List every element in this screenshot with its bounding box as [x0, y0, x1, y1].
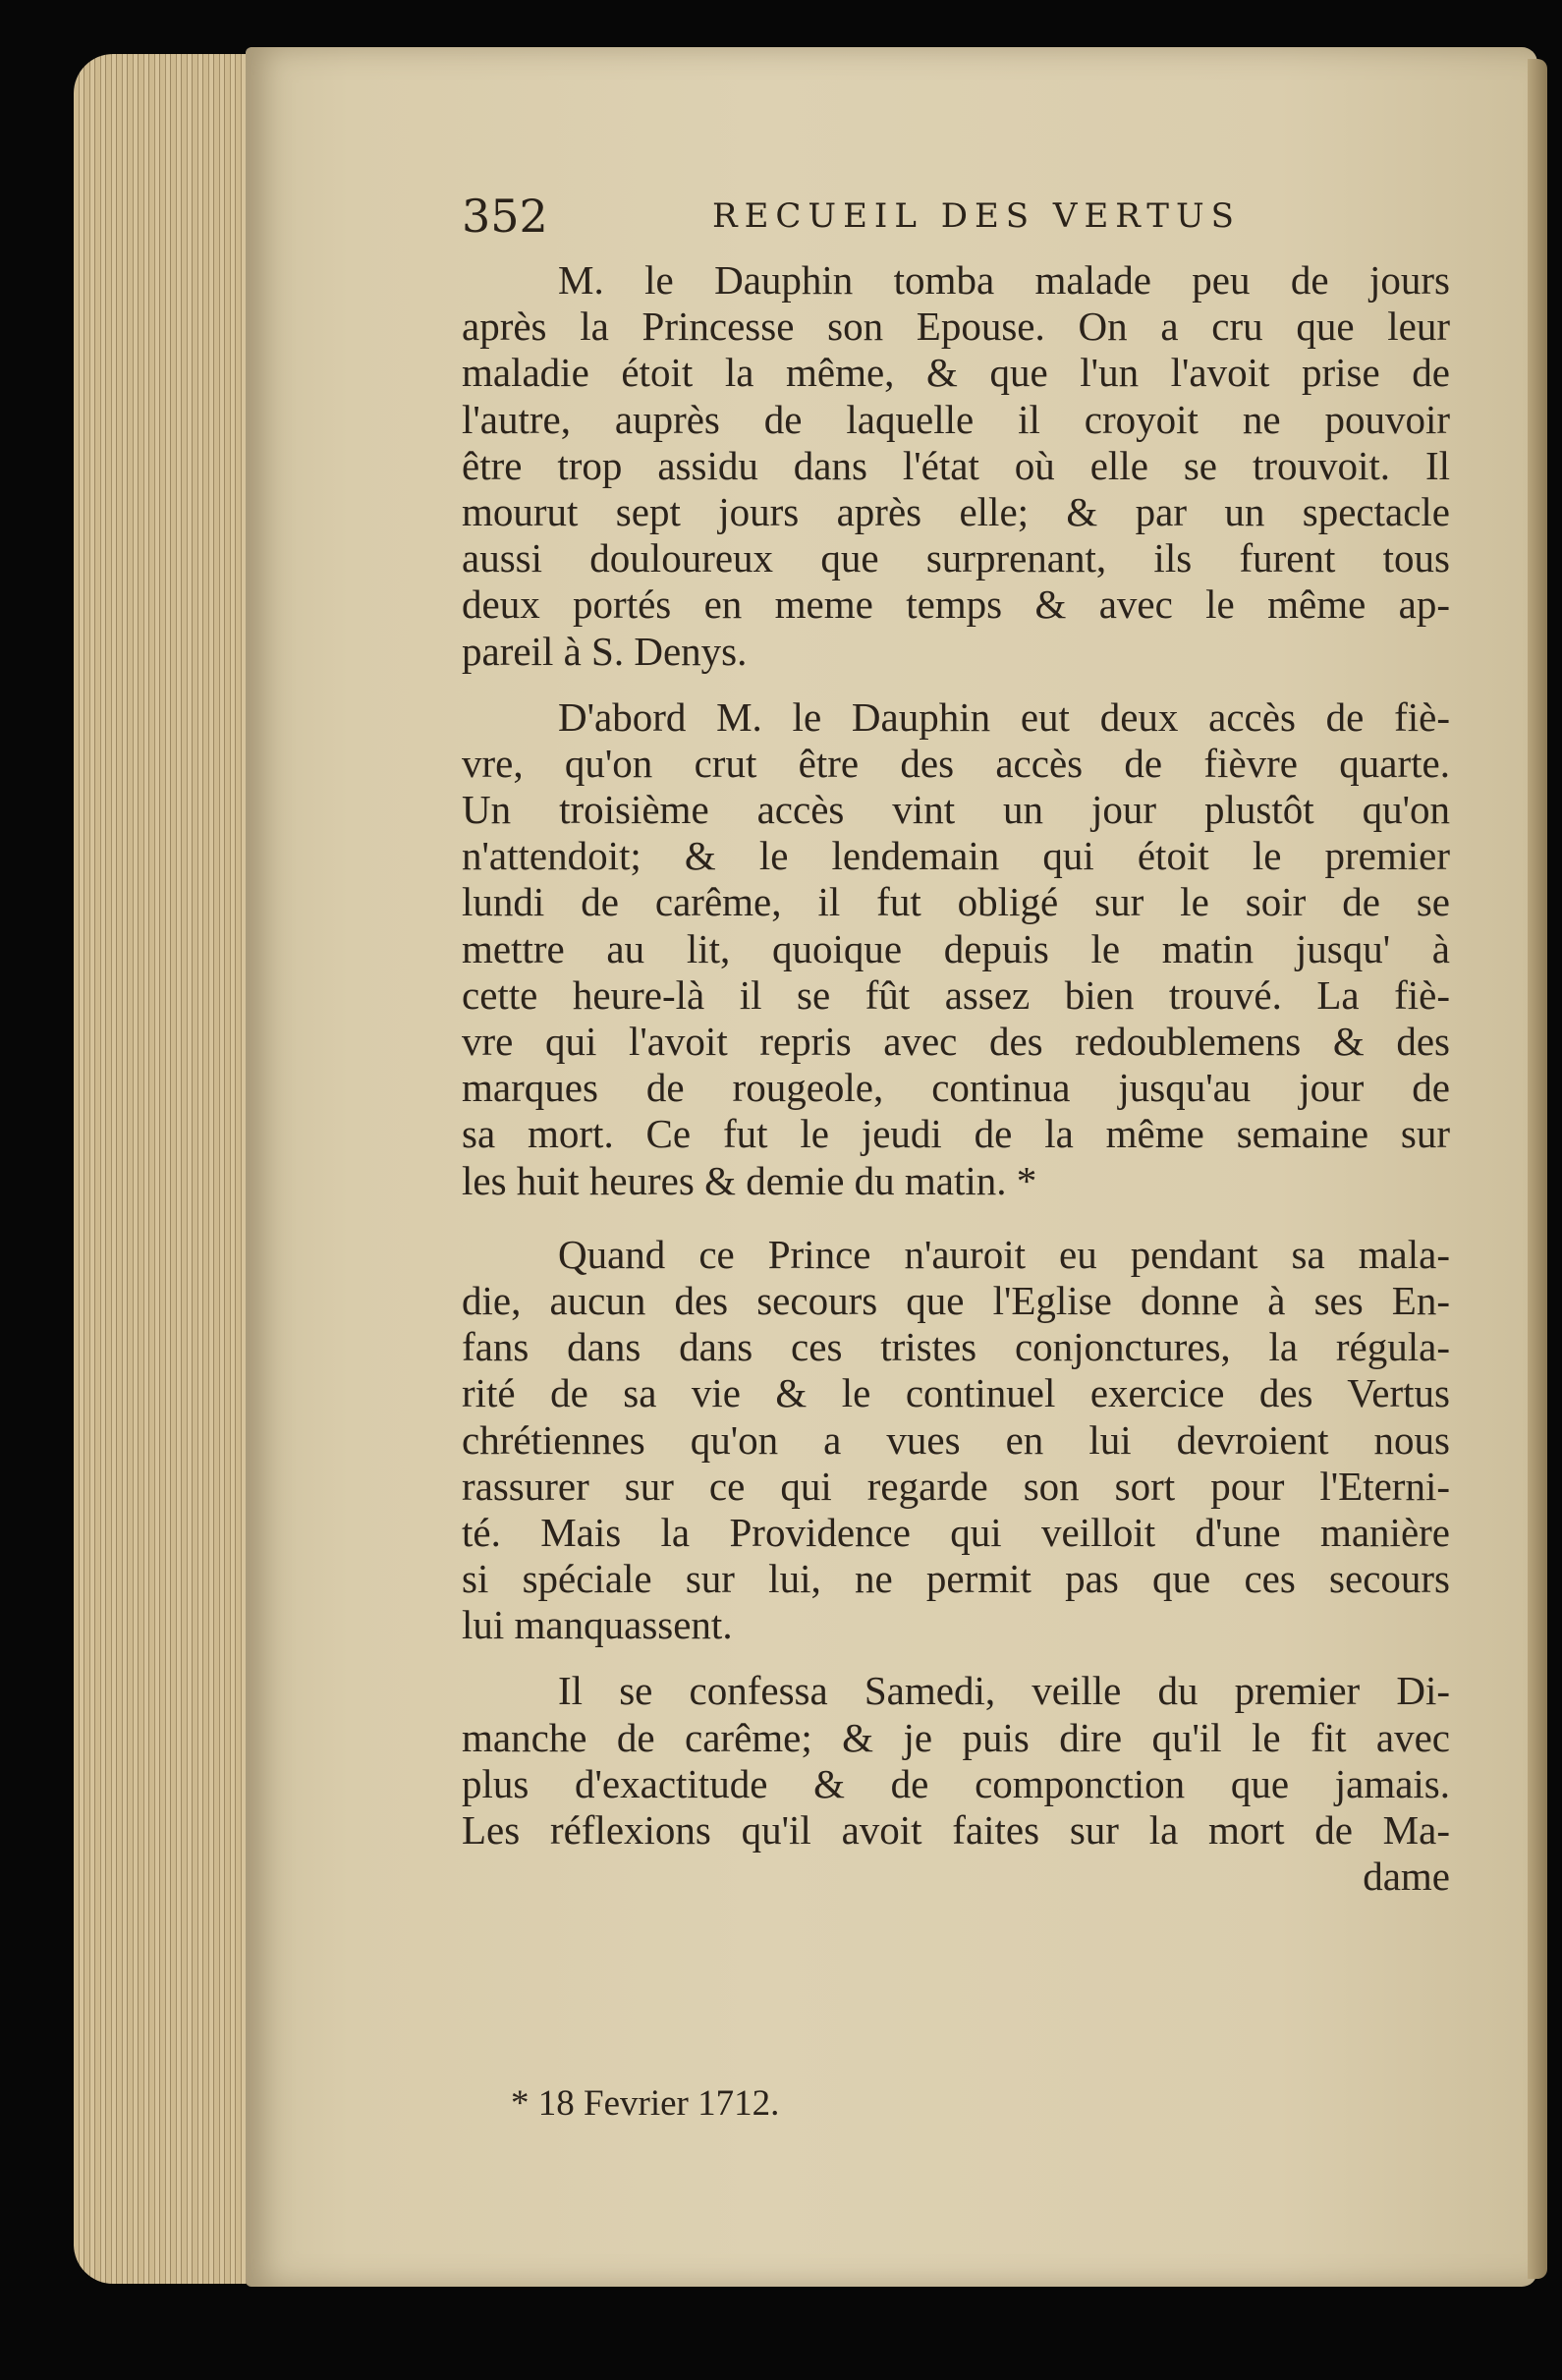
text-line: aussi douloureux que surprenant, ils furent tous: [462, 535, 1450, 581]
page-header: [462, 187, 1444, 246]
paragraph: [462, 1232, 1450, 1649]
text-line: fans dans dans ces tristes conjonctures, la régula-: [462, 1324, 1450, 1370]
body-text: [462, 257, 1450, 1900]
text-line: Les réflexions qu'il avoit faites sur la mort de Ma-: [462, 1807, 1450, 1853]
paragraph-gap: [462, 1648, 1450, 1668]
text-line: plus d'exactitude & de componction que jamais.: [462, 1760, 1450, 1806]
text-line: l'autre, auprès de laquelle il croyoit ne pouvoir: [462, 396, 1450, 442]
catchword: dame: [1363, 1854, 1450, 1900]
text-line: n'attendoit; & le lendemain qui étoit le premier: [462, 833, 1450, 879]
page-number: 352: [462, 190, 548, 243]
text-line: rassurer sur ce qui regarde son sort pour l'Eterni-: [462, 1463, 1450, 1509]
paragraph-gap: [462, 1204, 1450, 1232]
text-line: mettre au lit, quoique depuis le matin jusqu' à: [462, 925, 1450, 971]
text-line: lui manquassent.: [462, 1602, 733, 1648]
text-line: marques de rougeole, continua jusqu'au jour de: [462, 1065, 1450, 1111]
text-line: maladie étoit la même, & que l'un l'avoit prise de: [462, 350, 1450, 396]
running-head: RECUEIL DES VERTUS: [712, 196, 1241, 236]
paragraph: [462, 1668, 1450, 1854]
text-line: Quand ce Prince n'auroit eu pendant sa mala-: [558, 1231, 1450, 1277]
text-line: D'abord M. le Dauphin eut deux accès de fiè-: [558, 693, 1450, 740]
paragraph: [462, 257, 1450, 675]
text-line: mourut sept jours après elle; & par un spectacle: [462, 488, 1450, 534]
text-line: die, aucun des secours que l'Eglise donne à ses En-: [462, 1277, 1450, 1323]
text-line: lundi de carême, il fut obligé sur le soir de se: [462, 879, 1450, 925]
text-line: Un troisième accès vint un jour plustôt qu'on: [462, 787, 1450, 833]
text-line: après la Princesse son Epouse. On a cru que leur: [462, 304, 1450, 350]
text-line: deux portés en meme temps & avec le même ap-: [462, 581, 1450, 628]
text-line: les huit heures & demie du matin. *: [462, 1157, 1037, 1203]
paragraph: [462, 694, 1450, 1204]
text-line: manche de carême; & je puis dire qu'il le fit avec: [462, 1714, 1450, 1760]
text-line: té. Mais la Providence qui veilloit d'une manière: [462, 1509, 1450, 1555]
text-line: M. le Dauphin tomba malade peu de jours: [558, 257, 1450, 303]
footnote: * 18 Fevrier 1712.: [511, 2083, 780, 2124]
text-line: sa mort. Ce fut le jeudi de la même semaine sur: [462, 1111, 1450, 1157]
text-line: être trop assidu dans l'état où elle se trouvoit. Il: [462, 442, 1450, 488]
text-line: vre, qu'on crut être des accès de fièvre quarte.: [462, 740, 1450, 786]
text-line: cette heure-là il se fût assez bien trouvé. La fiè-: [462, 971, 1450, 1018]
paragraph-gap: [462, 675, 1450, 694]
text-line: pareil à S. Denys.: [462, 628, 748, 674]
page-right-edge: [1528, 59, 1547, 2279]
text-line: rité de sa vie & le continuel exercice des Vertus: [462, 1370, 1450, 1416]
text-line: Il se confessa Samedi, veille du premier Di-: [558, 1668, 1450, 1714]
text-line: vre qui l'avoit repris avec des redoublemens & des: [462, 1019, 1450, 1064]
text-line: chrétiennes qu'on a vues en lui devroient nous: [462, 1416, 1450, 1463]
text-line: si spéciale sur lui, ne permit pas que ces secours: [462, 1556, 1450, 1602]
